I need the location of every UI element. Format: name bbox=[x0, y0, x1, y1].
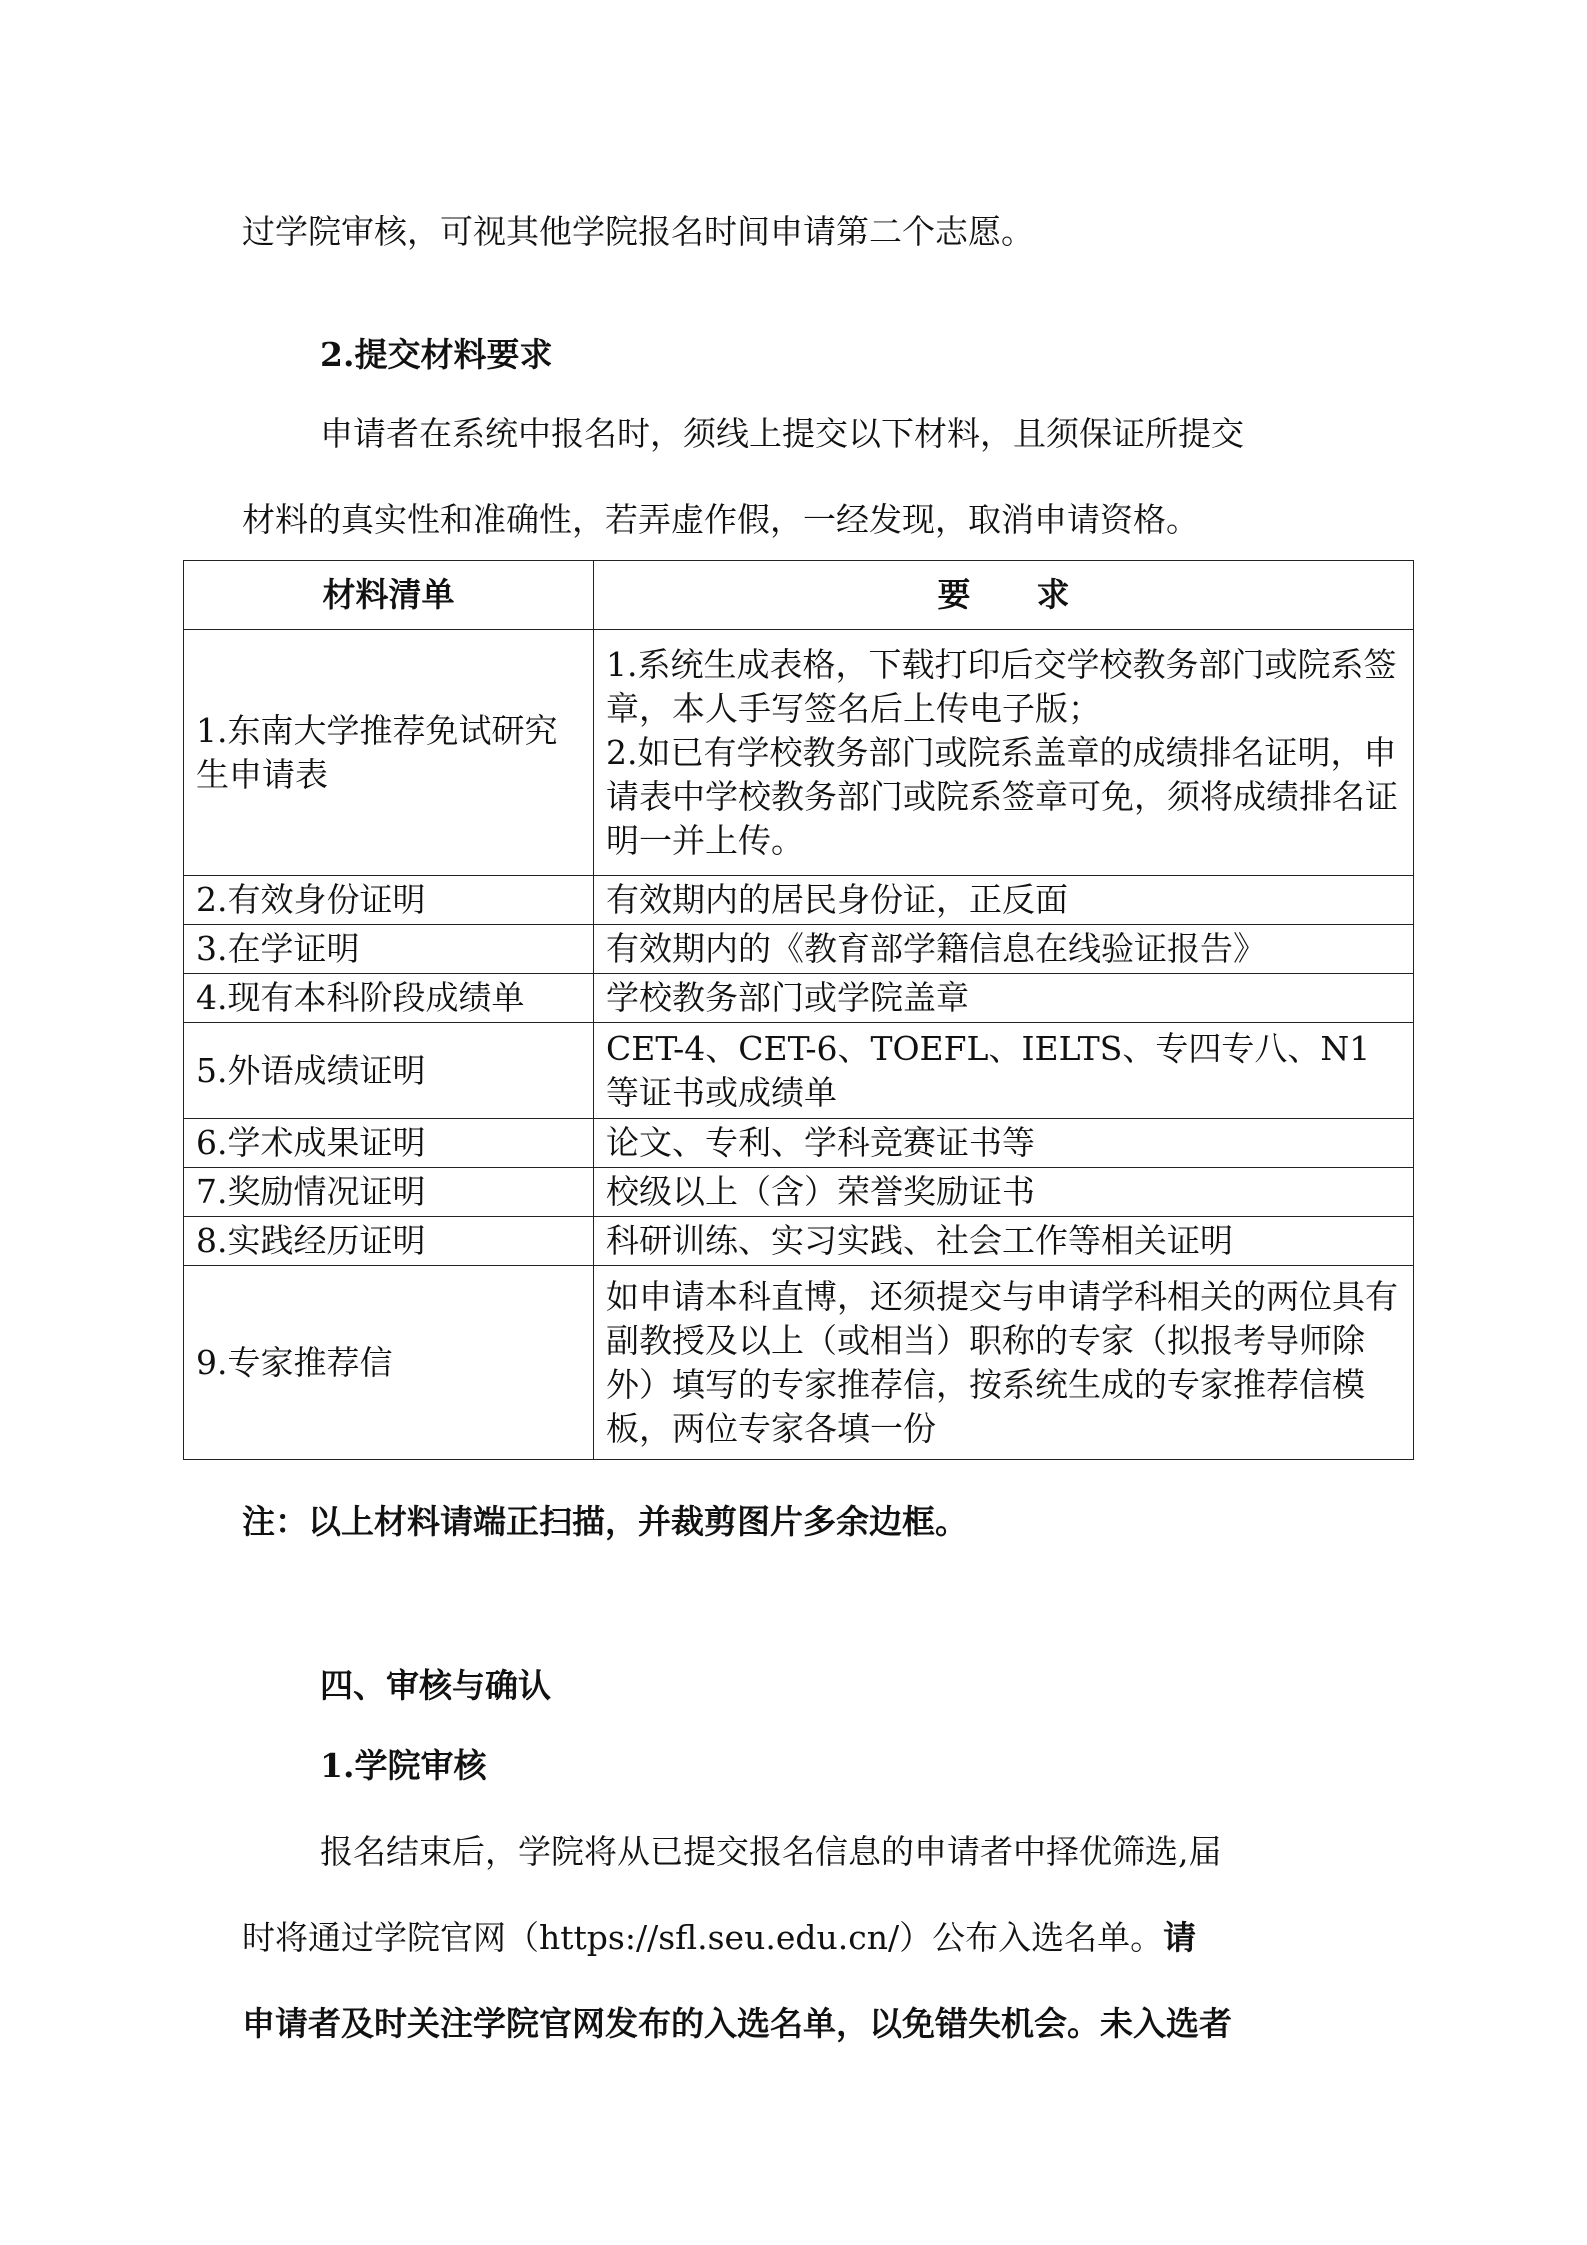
material-requirement: CET-4、CET-6、TOEFL、IELTS、专四专八、N1等证书或成绩单 bbox=[594, 1023, 1414, 1119]
section-heading-materials: 2.提交材料要求 bbox=[320, 335, 553, 374]
material-item: 5.外语成绩证明 bbox=[184, 1023, 594, 1119]
table-row bbox=[184, 974, 1414, 1023]
table-row bbox=[184, 1023, 1414, 1119]
header-materials-list: 材料清单 bbox=[184, 561, 594, 630]
material-requirement: 有效期内的居民身份证，正反面 bbox=[594, 876, 1414, 925]
table-row bbox=[184, 1119, 1414, 1168]
review-line-2-bold: 请 bbox=[1163, 1918, 1197, 1957]
table-row bbox=[184, 925, 1414, 974]
paragraph-review-line-1: 报名结束后，学院将从已提交报名信息的申请者中择优筛选,届 bbox=[320, 1832, 1222, 1871]
material-item: 6.学术成果证明 bbox=[184, 1119, 594, 1168]
material-requirement: 论文、专利、学科竞赛证书等 bbox=[594, 1119, 1414, 1168]
material-item: 3.在学证明 bbox=[184, 925, 594, 974]
material-item: 1.东南大学推荐免试研究生申请表 bbox=[184, 630, 594, 876]
section-heading-review: 四、审核与确认 bbox=[320, 1666, 551, 1705]
paragraph-review-line-2 bbox=[242, 1916, 1196, 1960]
table-row bbox=[184, 876, 1414, 925]
materials-table bbox=[183, 560, 1414, 1460]
material-item: 4.现有本科阶段成绩单 bbox=[184, 974, 594, 1023]
material-requirement: 如申请本科直博，还须提交与申请学科相关的两位具有副教授及以上（或相当）职称的专家（拟报考导师除外）填写的专家推荐信，按系统生成的专家推荐信模板，两位专家各填一份 bbox=[594, 1266, 1414, 1460]
material-requirement: 1.系统生成表格，下载打印后交学校教务部门或院系签章，本人手写签名后上传电子版； 2.如已有学校教务部门或院系盖章的成绩排名证明，申请表中学校教务部门或院系签章可免，须将成绩排名证明一并上传。 bbox=[594, 630, 1414, 876]
table-header-row bbox=[184, 561, 1414, 630]
material-requirement: 学校教务部门或学院盖章 bbox=[594, 974, 1414, 1023]
review-line-2-text: 时将通过学院官网（https://sfl.seu.edu.cn/）公布入选名单。 bbox=[242, 1918, 1164, 1957]
material-item: 2.有效身份证明 bbox=[184, 876, 594, 925]
paragraph-review-line-3: 申请者及时关注学院官网发布的入选名单，以免错失机会。未入选者 bbox=[242, 2004, 1232, 2043]
material-requirement: 科研训练、实习实践、社会工作等相关证明 bbox=[594, 1217, 1414, 1266]
paragraph-materials-line-2: 材料的真实性和准确性，若弄虚作假，一经发现，取消申请资格。 bbox=[242, 500, 1199, 539]
continuation-line: 过学院审核，可视其他学院报名时间申请第二个志愿。 bbox=[242, 212, 1034, 251]
table-row bbox=[184, 1217, 1414, 1266]
subsection-heading-college-review: 1.学院审核 bbox=[320, 1746, 487, 1785]
table-row bbox=[184, 630, 1414, 876]
material-item: 8.实践经历证明 bbox=[184, 1217, 594, 1266]
material-requirement: 有效期内的《教育部学籍信息在线验证报告》 bbox=[594, 925, 1414, 974]
table-row bbox=[184, 1266, 1414, 1460]
table-row bbox=[184, 1168, 1414, 1217]
material-item: 7.奖励情况证明 bbox=[184, 1168, 594, 1217]
material-item: 9.专家推荐信 bbox=[184, 1266, 594, 1460]
material-requirement: 校级以上（含）荣誉奖励证书 bbox=[594, 1168, 1414, 1217]
table-note: 注：以上材料请端正扫描，并裁剪图片多余边框。 bbox=[242, 1502, 968, 1541]
paragraph-materials-line-1: 申请者在系统中报名时，须线上提交以下材料，且须保证所提交 bbox=[320, 414, 1244, 453]
header-requirements: 要 求 bbox=[594, 561, 1414, 630]
